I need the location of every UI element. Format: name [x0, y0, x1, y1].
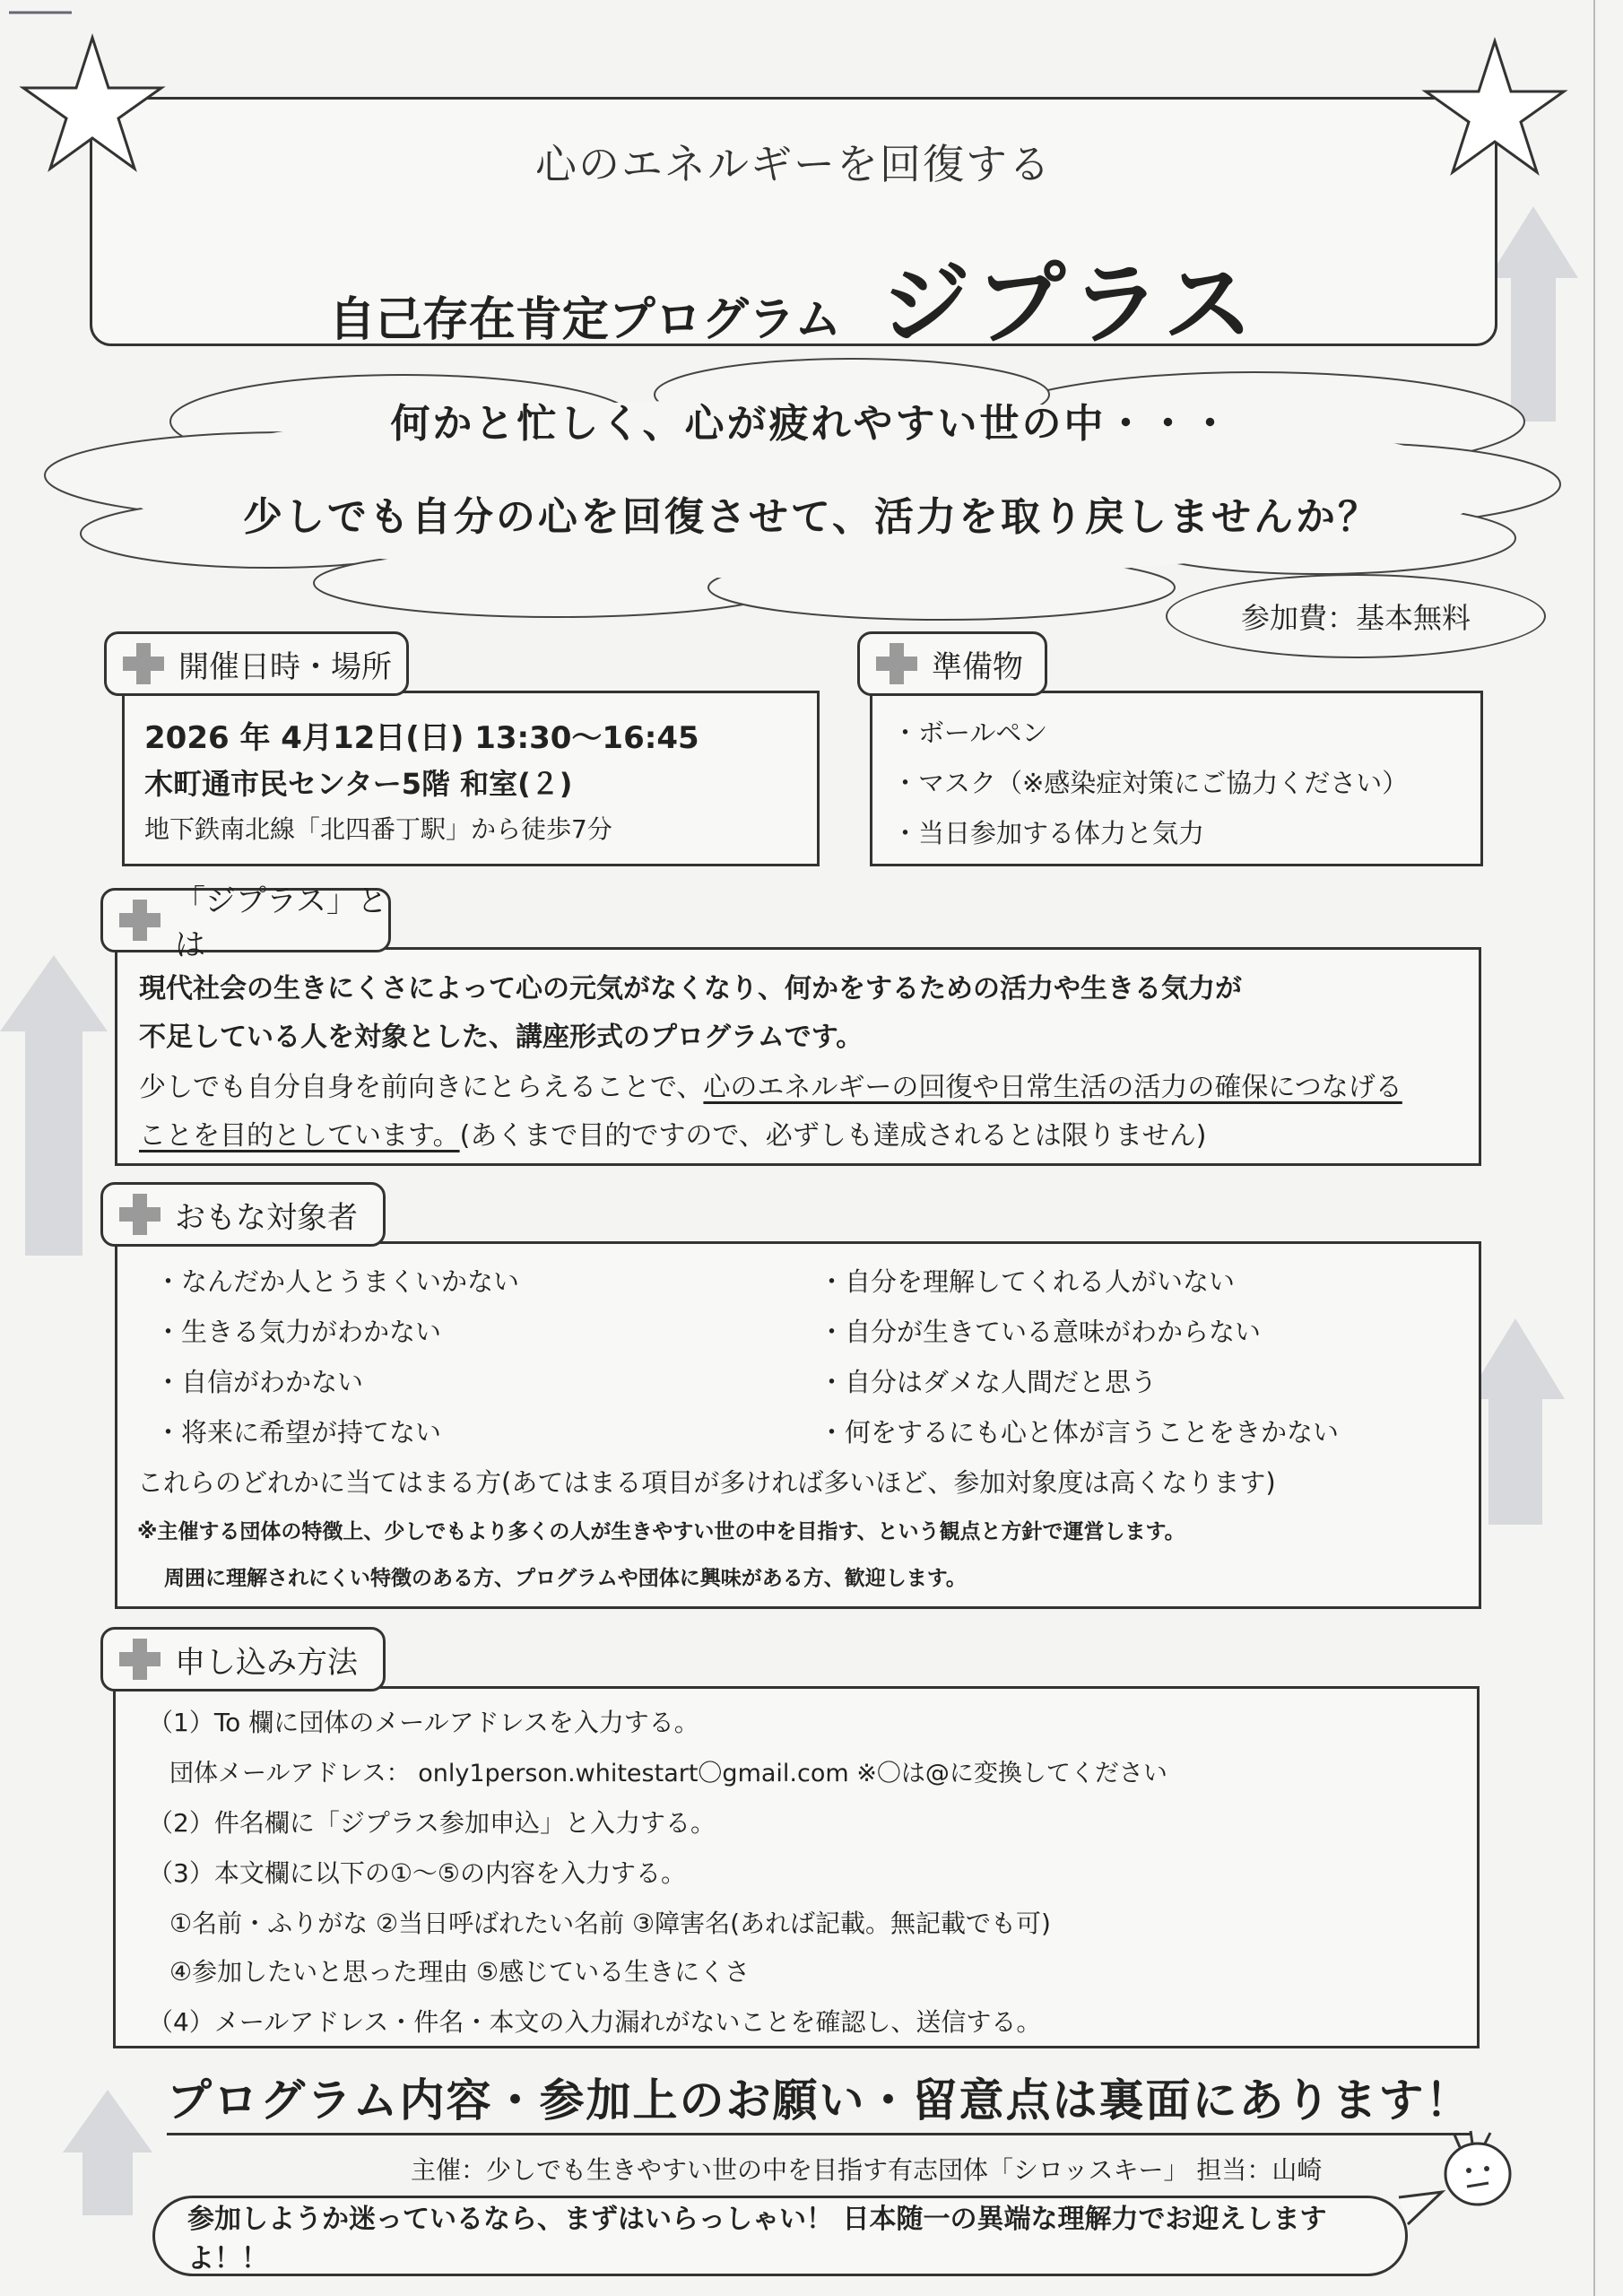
about-heading: [100, 883, 391, 963]
target-item: ・将来に希望が持てない: [155, 1417, 442, 1448]
about-text-underlined: ことを目的としています。: [139, 1120, 460, 1152]
plus-icon: [123, 643, 164, 684]
target-note: ※主催する団体の特徴上、少しでもより多くの人が生きやすい世の中を目指す、という観点と方針で運営します。: [137, 1520, 1185, 1544]
supplies-heading-label: 準備物: [932, 648, 1023, 685]
supply-item: ・当日参加する体力と気力: [892, 818, 1205, 848]
target-item: ・自分が生きている意味がわからない: [819, 1317, 1262, 1347]
tagline-line1: 何かと忙しく、心が疲れやすい世の中・・・: [390, 401, 1233, 447]
target-item: ・自分を理解してくれる人がいない: [819, 1266, 1236, 1297]
plus-icon: [119, 900, 161, 941]
apply-email: 団体メールアドレス： only1person.whitestart〇gmail.com ※〇は@に変換してください: [169, 1760, 1167, 1787]
about-heading-label: 「ジプラス」とは: [175, 883, 387, 963]
target-item: ・何をするにも心と体が言うことをきかない: [819, 1417, 1340, 1448]
fee-badge: 参加費：基本無料: [1166, 574, 1546, 658]
event-access: 地下鉄南北線「北四番丁駅」から徒歩7分: [144, 814, 612, 844]
speech-tail: [1395, 2188, 1449, 2242]
about-text-plain: (あくまで目的ですので、必ずしも達成されるとは限りません): [459, 1120, 1207, 1152]
target-summary: これらのどれかに当てはまる方(あてはまる項目が多ければ多いほど、参加対象度は高くなります): [137, 1467, 1276, 1498]
target-heading-label: おもな対象者: [175, 1199, 358, 1236]
target-heading: [100, 1182, 386, 1247]
apply-items: ④参加したいと思った理由 ⑤感じている生きにくさ: [169, 1957, 751, 1987]
back-page-notice: プログラム内容・参加上のお願い・留意点は裏面にあります！: [167, 2065, 1472, 2135]
plus-icon: [119, 1194, 161, 1235]
event-venue: 木町通市民センター5階 和室(２): [144, 767, 573, 801]
about-line: 不足している人を対象とした、講座形式のプログラムです。: [139, 1022, 864, 1053]
target-item: ・生きる気力がわかない: [155, 1317, 442, 1347]
tagline-line2: 少しでも自分の心を回復させて、活力を取り戻しませんか？: [242, 494, 1381, 540]
target-item: ・自分はダメな人間だと思う: [819, 1367, 1158, 1397]
apply-step: （4）メールアドレス・件名・本文の入力漏れがないことを確認し、送信する。: [148, 2007, 1042, 2037]
supply-item: ・ボールペン: [892, 718, 1048, 748]
about-line: [139, 1065, 1402, 1104]
datetime-heading: [104, 631, 409, 696]
page-subtitle: 心のエネルギーを回復する: [535, 140, 1052, 188]
supply-item: ・マスク（※感染症対策にご協力ください）: [892, 768, 1409, 798]
plus-icon: [119, 1639, 161, 1680]
target-box: [115, 1241, 1481, 1609]
apply-step: （1）To 欄に団体のメールアドレスを入力する。: [148, 1708, 699, 1737]
apply-heading: [100, 1627, 386, 1692]
apply-box: [113, 1686, 1480, 2048]
about-text-underlined: 心のエネルギーの回復や日常生活の活力の確保につなげる: [703, 1072, 1402, 1103]
organizer: 主催：少しでも生きやすい世の中を目指す有志団体「シロッスキー」 担当：山崎: [411, 2155, 1323, 2185]
datetime-heading-label: 開催日時・場所: [178, 648, 392, 685]
apply-step: （3）本文欄に以下の①～⑤の内容を入力する。: [148, 1858, 687, 1888]
program-name: ジプラス: [881, 252, 1259, 357]
event-date: 2026 年 4月12日(日) 13:30～16:45: [144, 720, 699, 756]
title-prefix: 自己存在肯定プログラム: [328, 293, 842, 347]
closing-message: 参加しようか迷っているなら、まずはいらっしゃい！ 日本随一の異端な理解力でお迎えしますよ！！: [152, 2196, 1408, 2276]
about-text-plain: 少しでも自分自身を前向きにとらえることで、: [139, 1072, 704, 1103]
target-item: ・自信がわかない: [155, 1367, 364, 1397]
target-note: 周囲に理解されにくい特徴のある方、プログラムや団体に興味がある方、歓迎します。: [164, 1567, 967, 1590]
supplies-heading: [857, 631, 1047, 696]
datetime-box: [122, 691, 820, 866]
apply-step: （2）件名欄に「ジプラス参加申込」と入力する。: [148, 1808, 716, 1838]
apply-items: ①名前・ふりがな ②当日呼ばれたい名前 ③障害名(あれば記載。無記載でも可): [169, 1909, 1051, 1938]
supplies-box: [870, 691, 1483, 866]
about-line: [139, 1113, 1206, 1152]
about-box: [115, 947, 1481, 1166]
plus-icon: [876, 643, 917, 684]
about-line: 現代社会の生きにくさによって心の元気がなくなり、何かをするための活力や生きる気力が: [139, 973, 1242, 1004]
target-item: ・なんだか人とうまくいかない: [155, 1266, 520, 1297]
apply-heading-label: 申し込み方法: [175, 1644, 358, 1681]
